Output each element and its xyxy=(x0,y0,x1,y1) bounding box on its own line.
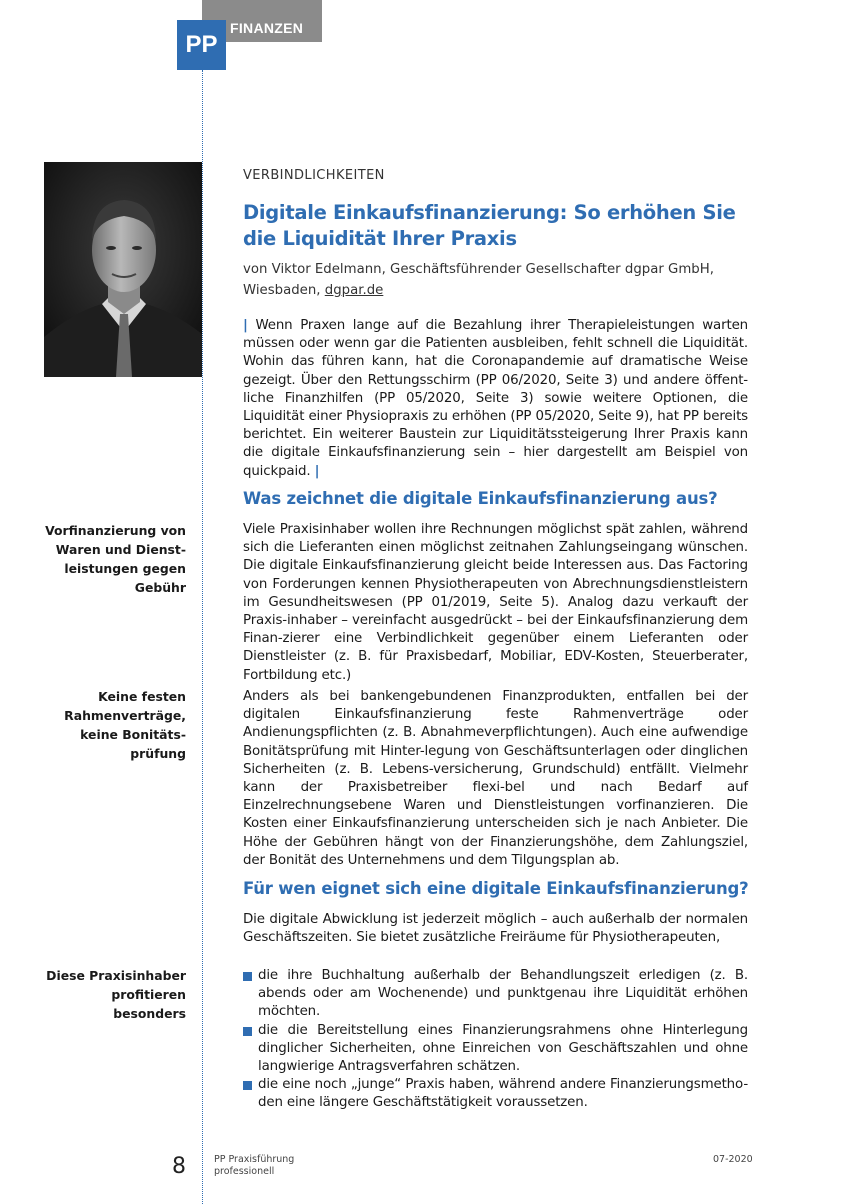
list-item xyxy=(243,967,748,1022)
list-item xyxy=(243,1076,748,1112)
author-website-link[interactable]: dgpar.de xyxy=(324,283,384,298)
author-portrait-image xyxy=(44,162,202,377)
margin-note-3: Diese Praxisinhaber profitieren besonders xyxy=(46,968,186,1021)
section-heading-1: Was zeichnet die digitale Einkaufsfinanzierung aus? xyxy=(243,489,718,508)
column-divider xyxy=(202,70,203,1204)
section-heading-2: Für wen eignet sich eine digitale Einkaufsfinanzierung? xyxy=(243,879,749,898)
list-item-text: die ihre Buchhaltung außerhalb der Behandlungszeit erledigen (z. B. abends oder am Wochenende) und punktgenau ihre Liquidität erhöhen möchten. xyxy=(258,968,748,1020)
article-title: Digitale Einkaufsfinanzierung: So erhöhen Sie die Liquidität Ihrer Praxis xyxy=(243,201,736,250)
intro-bar-open: | xyxy=(243,318,248,333)
section-label: FINANZEN xyxy=(230,20,304,36)
body-paragraph-3: Die digitale Abwicklung ist jederzeit möglich – auch außerhalb der normalen Geschäftszeiten. Sie bietet zusätzliche Freiräume für Physiotherapeuten, xyxy=(243,912,748,946)
list-item xyxy=(243,1022,748,1077)
byline-text: von Viktor Edelmann, Geschäftsführender Gesellschafter dgpar GmbH, xyxy=(243,262,714,277)
publication-name xyxy=(214,1154,294,1178)
list-item-text: die die Bereitstellung eines Finanzierungsrahmens ohne Hinterlegung dinglicher Sicherheiten, ohne Einreichen von Geschäftszahlen und ohne langwierige Antragsverfahren schätzen. xyxy=(258,1022,748,1075)
benefit-list xyxy=(243,967,748,1113)
publication-line-2: professionell xyxy=(214,1166,275,1177)
bullet-square-icon xyxy=(243,1081,252,1090)
margin-note-2: Keine festen Rahmenverträge, keine Bonitäts-prüfung xyxy=(64,689,186,761)
body-paragraph-2: Anders als bei bankengebundenen Finanzprodukten, entfallen bei der digitalen Einkaufsfinanzierung feste Rahmenverträge oder Andienungspflichten (z. B. Abnahmeverpflichtungen). Auch eine aufwendige Bonitätsprüfung mit Hinter-legung von Geschäftsunterlagen oder dinglichen Sicherheiten (z. B. Lebens-versicherung, Grundschuld) entfällt. Vielmehr kann der Praxisbetreiber flexi-bel und nach Bedarf auf Einzelrechnungsebene Waren und Dienstleistungen vorfinanzieren. Die Kosten einer Einkaufsfinanzierung unterscheiden sich je nach Anbieter. Die Höhe der Gebühren hängt von der Finanzierungshöhe, dem Zahlungsziel, der Bonität des Unternehmens und dem Tilgungsplan ab. xyxy=(243,689,748,868)
byline-location: Wiesbaden, xyxy=(243,283,325,298)
intro-bar-close: | xyxy=(314,463,320,479)
article-byline xyxy=(243,259,753,301)
intro-text: Wenn Praxen lange auf die Bezahlung ihrer Therapieleistungen warten müssen oder wenn gar die Patienten ausbleiben, fehlt schnell die Liquidität. Wohin das führen kann, hat die Coronapandemie auf dramatische Weise gezeigt. Über den Rettungsschirm (PP 06/2020, Seite 3) und andere öffent-liche Finanzhilfen (PP 05/2020, Seite 3) sowie weitere Optionen, die Liquidität einer Physiopraxis zu erhöhen (PP 05/2020, Seite 9), hat PP bereits berichtet. Ein weiterer Baustein zur Liquiditätssteigerung Ihrer Praxis kann die digitale Einkaufsfinanzierung sein – hier dargestellt am Beispiel von quickpaid. xyxy=(243,318,748,479)
body-paragraph-1: Viele Praxisinhaber wollen ihre Rechnungen möglichst spät zahlen, während sich die Lieferanten einen möglichst zeitnahen Zahlungseingang wünschen. Die digitale Einkaufsfinanzierung gleicht beide Interessen aus. Das Factoring von Forderungen kennen Physiotherapeuten von Abrechnungsdienstleistern im Gesundheitswesen (PP 01/2019, Seite 5). Analog dazu verkauft der Praxis-inhaber – vereinfacht ausgedrückt – bei der Einkaufsfinanzierung dem Finan-zierer eine Verbindlichkeit gegenüber einem Lieferanten oder Dienstleister (z. B. für Praxisbedarf, Mobiliar, EDV-Kosten, Steuerberater, Fortbildung etc.) xyxy=(243,522,748,683)
bullet-square-icon xyxy=(243,1027,252,1036)
page-number: 8 xyxy=(172,1154,186,1179)
author-photo xyxy=(44,162,202,377)
publication-line-1: PP Praxisführung xyxy=(214,1154,295,1165)
intro-paragraph xyxy=(243,317,748,481)
bullet-square-icon xyxy=(243,972,252,981)
article-kicker: VERBINDLICHKEITEN xyxy=(243,168,385,183)
list-item-text: die eine noch „junge“ Praxis haben, während andere Finanzierungsmetho-den eine längere Geschäftstätigkeit voraussetzen. xyxy=(258,1077,748,1111)
margin-note-1: Vorfinanzierung von Waren und Dienst-leistungen gegen Gebühr xyxy=(45,523,186,595)
pp-logo: PP xyxy=(177,20,226,70)
issue-number: 07-2020 xyxy=(713,1154,753,1165)
